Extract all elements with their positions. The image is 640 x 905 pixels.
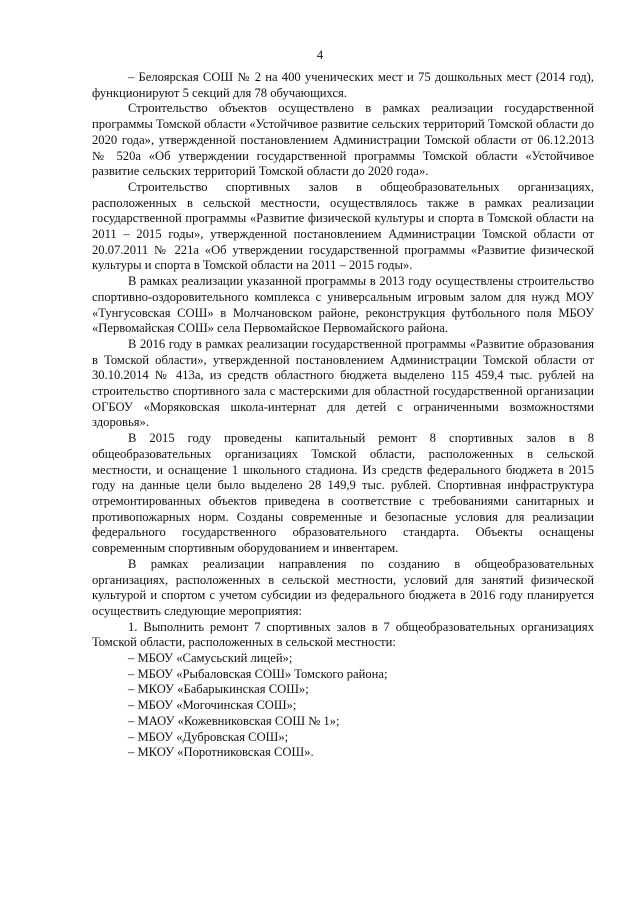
list-item: – МАОУ «Кожевниковская СОШ № 1»;	[128, 713, 340, 728]
paragraph-education-program-2016: В 2016 году в рамках реализации государственной программы «Развитие образования в Томской области», утвержденной постановлением Администрации Томской области от 30.10.2014 № 413а, из средств областного бюджета выделено 115 459,4 тыс. рублей на строительство спортивного зала с мастерскими для областной государственной организации ОГБОУ «Моряковская школа-интернат для детей с ограниченными возможностями здоровья».	[92, 336, 594, 430]
list-item: – МКОУ «Поротниковская СОШ».	[128, 745, 314, 760]
paragraph-plans-2016: В рамках реализации направления по созданию в общеобразовательных организациях, расположенных в сельской местности, условий для занятий физической культурой и спортом с учетом субсидии из федерального бюджета в 2016 году планируется осуществить следующие мероприятия:	[92, 556, 594, 618]
paragraph-rural-development-program: Строительство объектов осуществлено в рамках реализации государственной программы Томской области «Устойчивое развитие сельских территорий Томской области до 2020 года», утвержденной постановлением Администрации Томской области от 06.12.2013 № 520а «Об утверждении государственной программы Томской области «Устойчивое развитие сельских территорий Томской области до 2020 года».	[92, 101, 594, 179]
document-body	[92, 70, 594, 761]
list-item: – МБОУ «Рыбаловская СОШ» Томского района;	[128, 666, 388, 681]
paragraph-sports-halls-construction: Строительство спортивных залов в общеобразовательных организациях, расположенных в сельской местности, осуществлялось также в рамках реализации государственной программы «Развитие физической культуры и спорта в Томской области на 2011 – 2015 годы», утвержденной постановлением Администрации Томской области от 20.07.2011 № 221а «Об утверждении государственной программы «Развитие физической культуры и спорта в Томской области на 2011 – 2015 годы».	[92, 179, 594, 273]
page-number: 4	[316, 48, 324, 62]
paragraph-repairs-2015: В 2015 году проведены капитальный ремонт 8 спортивных залов в 8 общеобразовательных организациях Томской области, расположенных в сельской местности, и оснащение 1 школьного стадиона. Из средств федерального бюджета в 2015 году на данные цели было выделено 28 149,9 тыс. рублей. Спортивная инфраструктура отремонтированных объектов приведена в соответствие с требованиями санитарных и противопожарных норм. Созданы современные и безопасные условия для реализации федерального государственного образовательного стандарта. Объекты оснащены современным спортивным оборудованием и инвентарем.	[92, 431, 594, 556]
list-item: – МБОУ «Могочинская СОШ»;	[128, 698, 297, 713]
paragraph-beloyarskaya-school: – Белоярская СОШ № 2 на 400 ученических мест и 75 дошкольных мест (2014 год), функционируют 5 секций для 78 обучающихся.	[92, 70, 594, 100]
paragraph-repair-task: 1. Выполнить ремонт 7 спортивных залов в 7 общеобразовательных организациях Томской области, расположенных в сельской местности:	[92, 619, 594, 650]
list-item: – МБОУ «Самусьский лицей»;	[128, 651, 293, 666]
list-item: – МБОУ «Дубровская СОШ»;	[128, 729, 289, 744]
paragraph-program-2013: В рамках реализации указанной программы в 2013 году осуществлены строительство спортивно-оздоровительного комплекса с универсальным игровым залом для нужд МОУ «Тунгусовская СОШ» в Молчановском районе, реконструкция футбольного поля МБОУ «Первомайская СОШ» села Первомайское Первомайского района.	[92, 274, 594, 336]
list-item: – МКОУ «Бабарыкинская СОШ»;	[128, 682, 309, 697]
